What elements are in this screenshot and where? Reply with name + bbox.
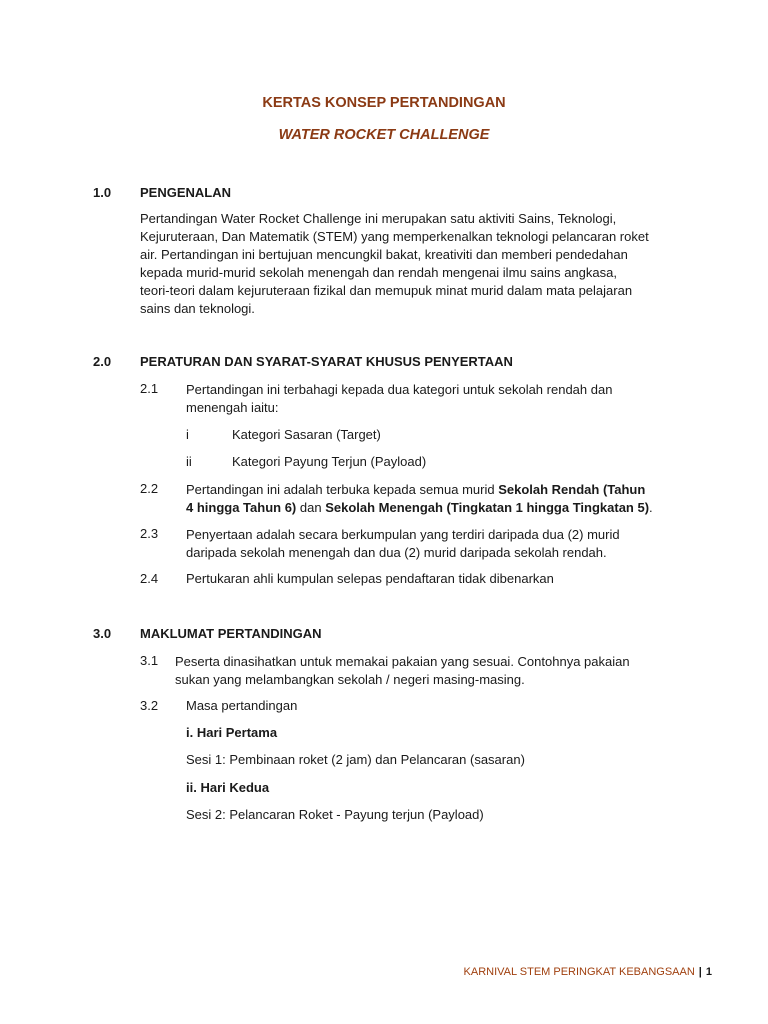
paragraph-line: Pertandingan Water Rocket Challenge ini merupakan satu aktiviti Sains, Teknologi,	[140, 211, 617, 226]
footer-text: KARNIVAL STEM PERINGKAT KEBANGSAAN	[463, 966, 695, 978]
text-run: .	[649, 500, 653, 515]
item-2-2-text	[186, 481, 686, 517]
day-1-heading: i. Hari Pertama	[186, 725, 278, 740]
item-2-4-text: Pertukaran ahli kumpulan selepas pendaftaran tidak dibenarkan	[186, 571, 554, 586]
paragraph-line: air. Pertandingan ini bertujuan mencungkil bakat, kreativiti dan memberi pendedahan	[140, 247, 628, 262]
footer-separator: |	[698, 966, 702, 978]
item-2-1-text	[186, 381, 686, 417]
paragraph-line: Kejuruteraan, Dan Matematik (STEM) yang memperkenalkan teknologi pelancaran roket	[140, 229, 649, 244]
section-3-number: 3.0	[93, 626, 112, 641]
paragraph-line: teori-teori dalam kejuruteraan fizikal dan memupuk minat murid dalam mata pelajaran	[140, 283, 633, 298]
item-3-2-text: Masa pertandingan	[186, 698, 298, 713]
item-2-2-number: 2.2	[140, 481, 159, 496]
subitem-ii-text: Kategori Payung Terjun (Payload)	[232, 454, 427, 469]
item-2-3-text	[186, 526, 686, 562]
section-1-number: 1.0	[93, 185, 112, 200]
text-run-bold: Sekolah Rendah (Tahun	[498, 482, 646, 497]
day-2-heading: ii. Hari Kedua	[186, 780, 270, 795]
paragraph-line: kepada murid-murid sekolah menengah dan rendah mengenai ilmu sains angkasa,	[140, 265, 617, 280]
item-line	[186, 481, 686, 499]
subitem-i-number: i	[186, 427, 189, 442]
item-3-1-number: 3.1	[140, 653, 159, 668]
item-3-2-number: 3.2	[140, 698, 159, 713]
session-2-text: Sesi 2: Pelancaran Roket - Payung terjun (Payload)	[186, 807, 484, 822]
page-footer	[464, 966, 712, 978]
text-run-bold: Sekolah Menengah (Tingkatan 1 hingga Tingkatan 5)	[325, 500, 650, 515]
paragraph-line: sains dan teknologi.	[140, 301, 255, 316]
section-2-number: 2.0	[93, 354, 112, 369]
session-1-text: Sesi 1: Pembinaan roket (2 jam) dan Pelancaran (sasaran)	[186, 752, 525, 767]
item-line: daripada sekolah menengah dan dua (2) murid daripada sekolah rendah.	[186, 545, 607, 560]
item-line: sukan yang melambangkan sekolah / negeri masing-masing.	[175, 672, 525, 687]
item-line: Pertandingan ini terbahagi kepada dua kategori untuk sekolah rendah dan	[186, 382, 613, 397]
document-subtitle: WATER ROCKET CHALLENGE	[278, 127, 490, 143]
item-line: Peserta dinasihatkan untuk memakai pakaian yang sesuai. Contohnya pakaian	[175, 654, 630, 669]
item-line	[186, 499, 686, 517]
subitem-i-text: Kategori Sasaran (Target)	[232, 427, 381, 442]
subitem-ii-number: ii	[186, 454, 192, 469]
item-line: Penyertaan adalah secara berkumpulan yang terdiri daripada dua (2) murid	[186, 527, 620, 542]
text-run: dan	[296, 500, 326, 515]
item-3-1-text	[175, 653, 695, 689]
item-2-1-number: 2.1	[140, 381, 159, 396]
section-3-heading: MAKLUMAT PERTANDINGAN	[140, 626, 322, 641]
item-2-4-number: 2.4	[140, 571, 159, 586]
section-2-heading: PERATURAN DAN SYARAT-SYARAT KHUSUS PENYERTAAN	[140, 354, 513, 369]
text-run: Pertandingan ini adalah terbuka kepada semua murid	[186, 482, 499, 497]
page-number: 1	[705, 966, 712, 978]
item-2-3-number: 2.3	[140, 526, 159, 541]
text-run-bold: 4 hingga Tahun 6)	[186, 500, 297, 515]
section-1-paragraph	[140, 210, 700, 318]
section-1-heading: PENGENALAN	[140, 185, 232, 200]
document-title: KERTAS KONSEP PERTANDINGAN	[262, 95, 506, 111]
item-line: menengah iaitu:	[186, 400, 279, 415]
